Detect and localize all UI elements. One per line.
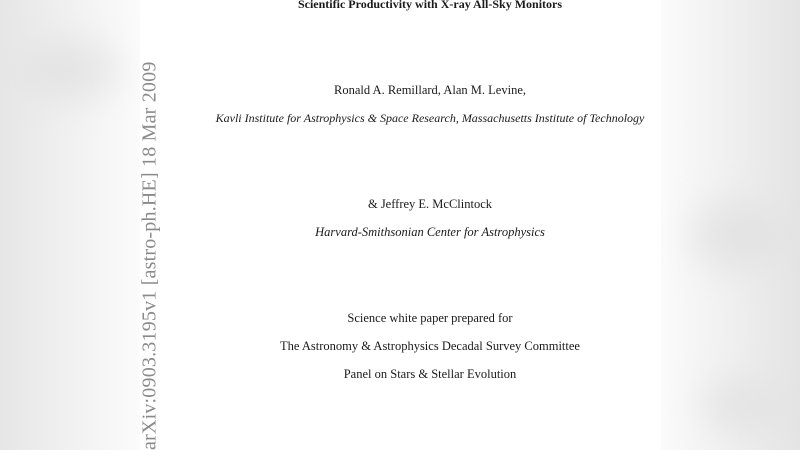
arxiv-identifier-text: arXiv:0903.3195v1 [astro-ph.HE] 18 Mar 2009 xyxy=(138,61,161,450)
panel-name: Panel on Stars & Stellar Evolution xyxy=(343,367,517,381)
background-blur xyxy=(20,40,120,100)
affiliation-harvard: Harvard-Smithsonian Center for Astrophysics xyxy=(315,225,545,239)
committee-name: The Astronomy & Astrophysics Decadal Survey Committee xyxy=(280,339,580,353)
white-paper-note: Science white paper prepared for xyxy=(347,311,513,325)
affiliation-mit: Kavli Institute for Astrophysics & Space Research, Massachusetts Institute of Technology xyxy=(215,111,645,125)
paper-title: Scientific Productivity with X-ray All-Sky Monitors xyxy=(297,0,563,11)
author-list-secondary: & Jeffrey E. McClintock xyxy=(367,197,493,211)
background-blur xyxy=(700,380,780,430)
author-list-primary: Ronald A. Remillard, Alan M. Levine, xyxy=(334,83,526,97)
